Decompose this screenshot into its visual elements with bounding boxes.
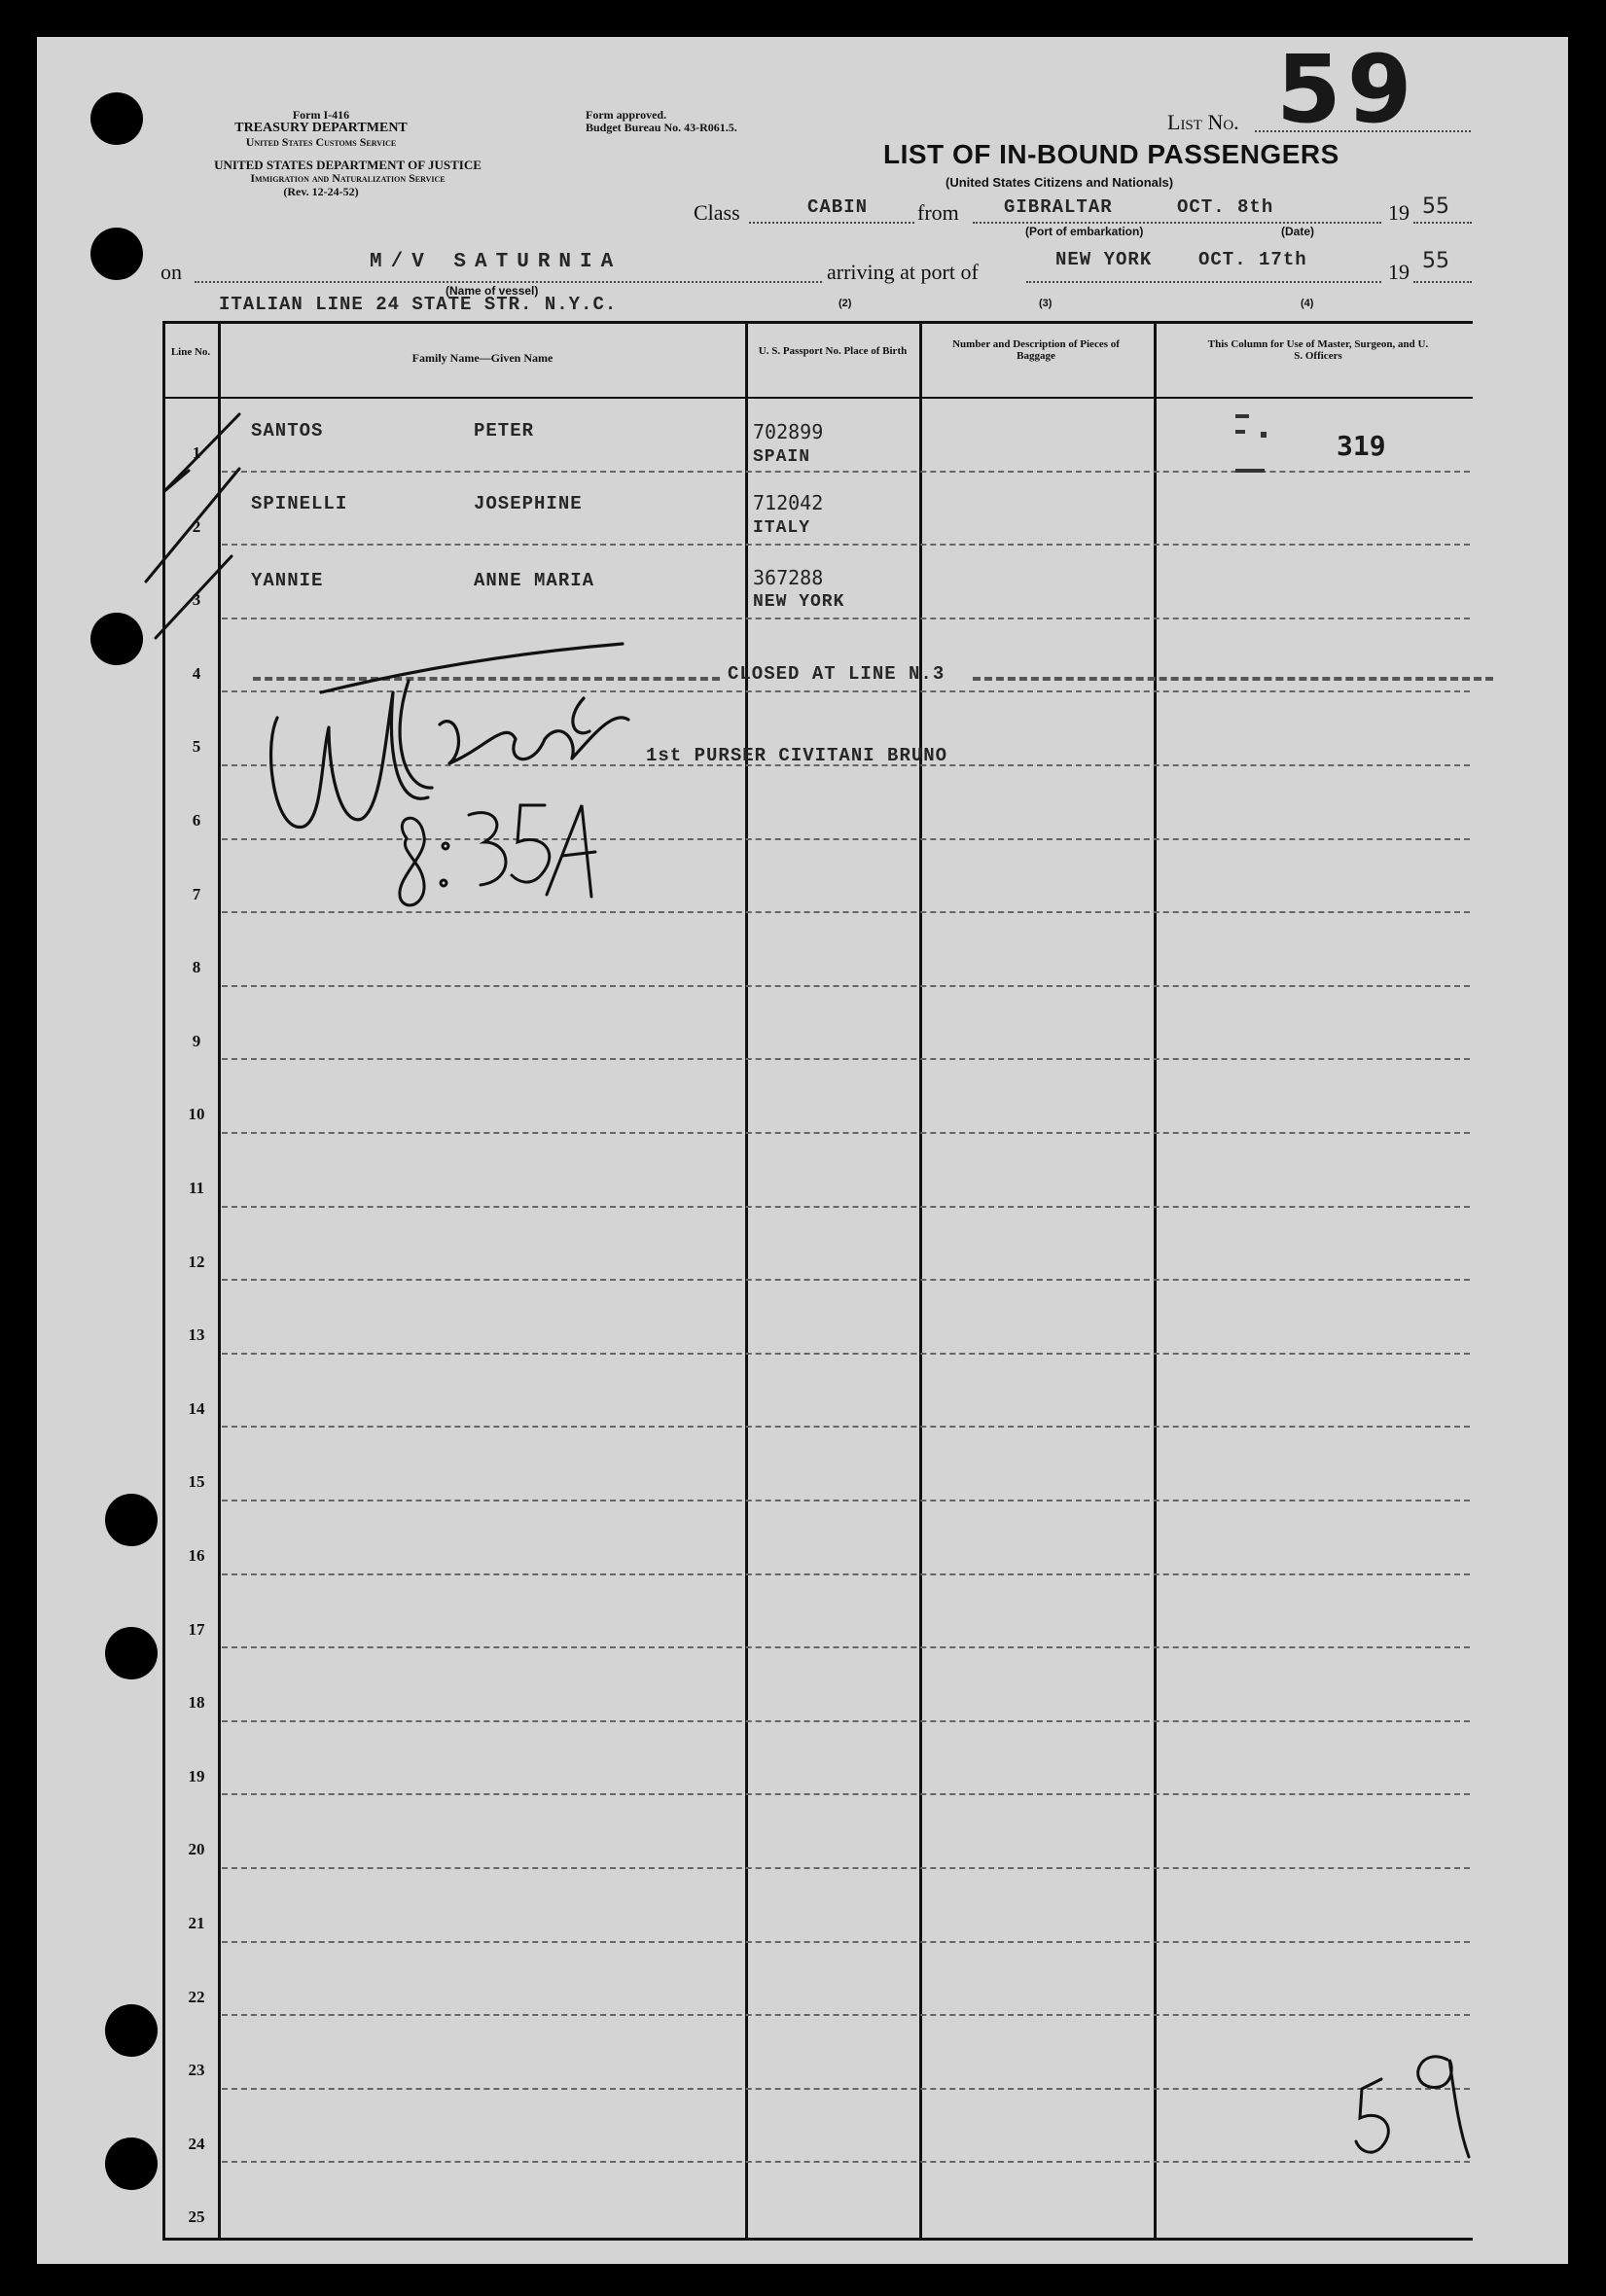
passenger-1-passport: 702899: [753, 420, 824, 443]
class-value: CABIN: [807, 196, 869, 218]
line-number: 20: [188, 1840, 205, 1859]
port-caption: (Port of embarkation): [1025, 225, 1144, 238]
row-divider: [222, 1646, 1470, 1648]
col-header-officers: This Column for Use of Master, Surgeon, and U. S. Officers: [1207, 338, 1429, 362]
row-divider: [222, 911, 1470, 913]
justice-label: UNITED STATES DEPARTMENT OF JUSTICE: [214, 158, 482, 172]
year-1: 55: [1422, 194, 1449, 219]
officer-number: 319: [1337, 430, 1386, 462]
row-divider: [222, 985, 1470, 987]
line-number: 6: [192, 811, 201, 830]
line-number: 1: [192, 443, 201, 462]
passenger-2-family: SPINELLI: [251, 493, 348, 514]
line-number: 21: [188, 1914, 205, 1932]
row-divider: [222, 690, 1470, 692]
vessel-caption: (Name of vessel): [446, 284, 539, 298]
year-prefix-2: 19: [1388, 260, 1410, 284]
passenger-3-family: YANNIE: [251, 570, 324, 591]
punch-hole: [105, 1627, 158, 1679]
line-number: 22: [188, 1987, 205, 2006]
row-divider: [222, 1426, 1470, 1428]
col-header-name: Family Name—Given Name: [411, 351, 553, 365]
row-divider: [222, 2014, 1470, 2016]
budget-bureau: Budget Bureau No. 43-R061.5.: [586, 121, 737, 134]
immigration-label: Immigration and Naturalization Service: [250, 171, 446, 185]
line-number: 2: [192, 516, 201, 536]
passenger-1-birthplace: SPAIN: [753, 447, 811, 467]
list-number: 59: [1276, 35, 1418, 144]
punch-hole: [105, 2004, 158, 2057]
passenger-2-passport: 712042: [753, 491, 824, 514]
row-divider: [222, 1867, 1470, 1869]
row-divider: [222, 1941, 1470, 1943]
punch-hole: [90, 92, 143, 145]
form-number: Form I-416: [292, 108, 350, 122]
caption-2: (2): [839, 298, 852, 309]
arriving-label: arriving at port of: [827, 260, 979, 284]
col-header-passport: U. S. Passport No. Place of Birth: [758, 345, 908, 357]
closed-at-line: CLOSED AT LINE N.3: [728, 663, 946, 685]
row-divider: [222, 1353, 1470, 1355]
punch-hole: [105, 1494, 158, 1546]
page-subtitle: (United States Citizens and Nationals): [946, 175, 1174, 190]
line-number: 12: [188, 1252, 205, 1271]
line-number: 15: [188, 1472, 205, 1492]
row-divider: [222, 1132, 1470, 1134]
line-number: 9: [192, 1031, 201, 1050]
line-number: 18: [188, 1693, 205, 1713]
col-header-baggage: Number and Description of Pieces of Baggage: [952, 338, 1120, 362]
passenger-2-birthplace: ITALY: [753, 518, 811, 538]
line-number: 14: [188, 1398, 205, 1418]
row-divider: [222, 2161, 1470, 2163]
passenger-1-given: PETER: [474, 420, 535, 442]
line-number: 10: [188, 1105, 205, 1124]
line-number: 13: [188, 1325, 205, 1345]
line-number: 16: [188, 1546, 205, 1565]
row-divider: [222, 471, 1470, 473]
embarkation-date: OCT. 8th: [1177, 196, 1274, 218]
row-divider: [222, 1279, 1470, 1281]
year-prefix: 19: [1388, 200, 1410, 225]
list-no-label: List No.: [1167, 110, 1239, 134]
line-number: 24: [188, 2134, 205, 2153]
row-divider: [222, 2088, 1470, 2090]
row-divider: [222, 1573, 1470, 1575]
row-divider: [222, 1500, 1470, 1501]
line-number: 17: [188, 1619, 205, 1639]
vessel-name: M/V SATURNIA: [370, 251, 623, 273]
line-number: 7: [192, 884, 201, 903]
passenger-3-given: ANNE MARIA: [474, 570, 595, 591]
line-number: 5: [192, 737, 201, 757]
line-number: 19: [188, 1766, 205, 1785]
row-divider: [222, 544, 1470, 546]
embarkation-port: GIBRALTAR: [1004, 196, 1113, 218]
revision-label: (Rev. 12-24-52): [283, 185, 359, 198]
date-caption: (Date): [1281, 225, 1315, 238]
passenger-1-family: SANTOS: [251, 420, 324, 442]
form-approved: Form approved.: [586, 108, 667, 122]
caption-4: (4): [1301, 298, 1314, 309]
arrival-date: OCT. 17th: [1198, 249, 1307, 270]
punch-hole: [105, 2137, 158, 2190]
page-title: LIST OF IN-BOUND PASSENGERS: [883, 139, 1339, 169]
line-number: 3: [192, 590, 201, 610]
row-divider: [222, 1793, 1470, 1795]
line-number: 25: [188, 2208, 205, 2227]
punch-hole: [90, 228, 143, 280]
year-2: 55: [1422, 249, 1449, 273]
passenger-2-given: JOSEPHINE: [474, 493, 583, 514]
row-divider: [222, 838, 1470, 840]
line-number: 23: [188, 2061, 205, 2080]
line-number: 11: [188, 1179, 205, 1197]
row-divider: [222, 1058, 1470, 1060]
row-divider: [222, 1720, 1470, 1722]
passenger-3-birthplace: NEW YORK: [753, 592, 845, 612]
row-divider: [222, 618, 1470, 619]
col-header-line: Line No.: [170, 346, 211, 358]
shipping-agent: ITALIAN LINE 24 STATE STR. N.Y.C.: [219, 294, 618, 315]
punch-hole: [90, 613, 143, 665]
from-label: from: [917, 200, 959, 225]
class-label: Class: [694, 200, 740, 225]
caption-3: (3): [1039, 298, 1053, 309]
purser-name: 1st PURSER CIVITANI BRUNO: [646, 745, 948, 766]
passenger-3-passport: 367288: [753, 566, 824, 589]
line-number: 8: [192, 958, 201, 977]
row-divider: [222, 1206, 1470, 1208]
line-number: 4: [192, 663, 201, 683]
treasury-label: TREASURY DEPARTMENT: [234, 121, 408, 135]
customs-label: United States Customs Service: [245, 135, 397, 149]
arrival-port: NEW YORK: [1055, 249, 1153, 270]
on-label: on: [161, 260, 182, 284]
